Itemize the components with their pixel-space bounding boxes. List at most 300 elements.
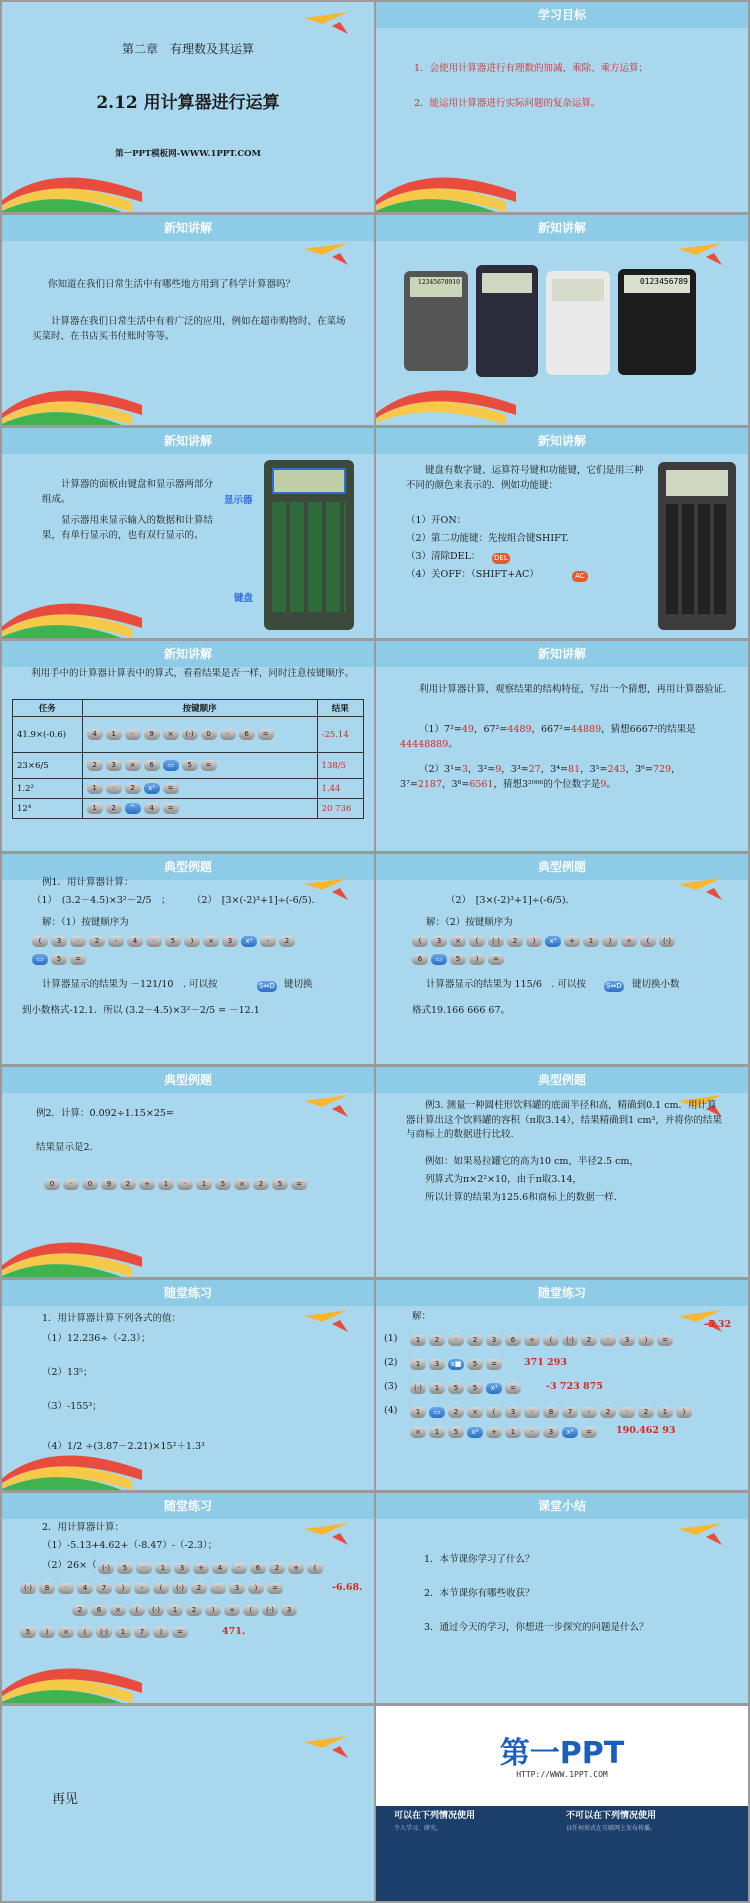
goodbye-text: 再见 xyxy=(52,1792,79,1807)
slide-header: 典型例题 xyxy=(376,854,748,880)
result-text-2: 键切换小数 xyxy=(632,979,680,990)
calculator-key-icon: ( xyxy=(77,1627,93,1638)
calculator-key-icon: 2 xyxy=(467,1335,483,1346)
slide-header: 随堂练习 xyxy=(2,1280,374,1306)
result-text: 结果显示是2. xyxy=(36,1142,93,1153)
result-text-3: 到小数格式-12.1．所以 (3.2－4.5)×3²－2/5 = －12.1 xyxy=(22,1005,260,1016)
key-sequence xyxy=(410,1383,521,1394)
calculator-key-icon: ) xyxy=(39,1627,55,1638)
question-2: （2） [3×(-2)³+1]÷(-6/5)． xyxy=(446,895,576,906)
calculator-key-icon: x² xyxy=(241,936,257,947)
calculator-key-icon: 1 xyxy=(196,1179,212,1190)
calculator-key-icon: 2 xyxy=(89,936,105,947)
slide-header: 随堂练习 xyxy=(2,1493,374,1519)
calculator-key-icon: ) xyxy=(184,936,200,947)
calculator-key-icon: (-) xyxy=(182,729,198,740)
calculator-key-icon: · xyxy=(146,936,162,947)
calculator-key-icon: · xyxy=(600,1335,616,1346)
toggle-format-key-icon: S⇔D xyxy=(606,982,622,990)
calculator-key-icon: 3 xyxy=(486,1335,502,1346)
calculator-key-icon: 2 xyxy=(120,1179,136,1190)
calculator-key-icon: 2 xyxy=(269,1563,285,1574)
calculator-key-icon: - xyxy=(260,936,276,947)
question-2: （2） [3×(-2)³+1]÷(-6/5)． xyxy=(192,895,322,906)
calculator-key-icon: + xyxy=(224,1605,240,1616)
paper-plane-icon xyxy=(302,10,350,36)
practice-question: 1．用计算器计算下列各式的值： xyxy=(42,1313,182,1324)
example-text: 例3. 测量一种圆柱形饮料罐的底面半径和高，精确到0.1 cm．用计算器计算出这个饮料罐的容积（π取3.14），结果精确到1 cm³，并将你的结果与商标上的数据进行比较. xyxy=(406,1100,722,1141)
calculator-key-icon: 3 xyxy=(543,1427,559,1438)
key-sequence xyxy=(410,1407,692,1418)
calculator-key-icon: × xyxy=(450,936,466,947)
practice-b: （2）26×（ xyxy=(42,1560,97,1571)
panel-text-2: 显示器用来显示输入的数据和计算结果，有单行显示的，也有双行显示的。 xyxy=(42,515,214,541)
can-use-heading: 可以在下列情况使用 xyxy=(394,1811,476,1821)
calculator-key-icon: (-) xyxy=(659,936,675,947)
answer-4: 190.462 93 xyxy=(616,1425,676,1436)
slide-4-calculators xyxy=(376,215,748,425)
col-result: 结果 xyxy=(317,700,363,717)
practice-d: （4）1/2 ÷(3.87－2.21)×15²＋1.3³ xyxy=(42,1441,205,1452)
slide-7-table xyxy=(2,641,374,851)
key-sequence xyxy=(410,1335,673,1346)
summary-q2: 2．本节课你有哪些收获？ xyxy=(424,1588,535,1599)
result-text-2: 键切换 xyxy=(284,979,313,990)
calculator-key-icon: 1 xyxy=(158,1179,174,1190)
calculator-key-icon: 3 xyxy=(429,1359,445,1370)
key-sequence xyxy=(32,954,86,965)
calculator-key-icon: ( xyxy=(543,1335,559,1346)
calculator-key-icon: + xyxy=(288,1563,304,1574)
slide-10-example1b xyxy=(376,854,748,1064)
slide-header: 新知讲解 xyxy=(2,428,374,454)
calculator-key-icon: = xyxy=(505,1383,521,1394)
calculator-key-icon: ÷ xyxy=(139,1179,155,1190)
result-text-3: 格式19.166 666 67。 xyxy=(412,1005,511,1016)
key-shift: （2）第二功能键：先按组合键SHIFT. xyxy=(406,533,569,544)
calculator-key-icon: 6 xyxy=(250,1563,266,1574)
site-credit: 第一PPT模板网-WWW.1PPT.COM xyxy=(115,149,261,159)
slide-5-panel xyxy=(2,428,374,638)
cannot-use-text: 以任何形式在互联网上发布传播。 xyxy=(566,1825,657,1832)
rainbow-swoosh-decoration xyxy=(376,132,516,212)
calculator-key-icon: × xyxy=(234,1179,250,1190)
calculator-key-icon: = xyxy=(201,760,217,771)
del-key-icon: DEL xyxy=(494,554,508,562)
calculator-key-icon: ( xyxy=(486,1407,502,1418)
calculator-key-icon: 7 xyxy=(134,1627,150,1638)
slide-header: 课堂小结 xyxy=(376,1493,748,1519)
calculator-key-icon: 2 xyxy=(507,936,523,947)
calculator-key-icon: (-) xyxy=(96,1627,112,1638)
calculator-key-icon: 6 xyxy=(144,760,160,771)
calculator-key-icon: (-) xyxy=(20,1583,36,1594)
example-line-3: 所以计算的结果为125.6和商标上的数据一样. xyxy=(425,1192,617,1203)
calculator-key-icon: = xyxy=(486,1359,502,1370)
goal-1: 1．会使用计算器进行有理数的加减、乘除、乘方运算； xyxy=(414,63,649,74)
calculator-key-icon: · xyxy=(524,1427,540,1438)
calculator-key-icon: ▭ xyxy=(163,760,179,771)
calculator-key-icon: 1 xyxy=(167,1605,183,1616)
usage-terms xyxy=(376,1806,748,1901)
example-title: 例1．用计算器计算： xyxy=(42,877,134,888)
col-keys: 按键顺序 xyxy=(82,700,317,717)
answer-3: -3 723 875 xyxy=(546,1381,603,1392)
calculator-key-icon: 6 xyxy=(91,1605,107,1616)
calculator-key-icon: 2 xyxy=(581,1335,597,1346)
key-sequence xyxy=(20,1627,188,1638)
slide-header: 新知讲解 xyxy=(376,428,748,454)
calculator-key-icon: (-) xyxy=(488,936,504,947)
calculator-key-icon: · xyxy=(106,783,122,794)
slide-header: 随堂练习 xyxy=(376,1280,748,1306)
calculator-key-icon: 1 xyxy=(429,1383,445,1394)
brand-banner xyxy=(376,1706,748,1806)
calculator-key-icon: ÷ xyxy=(524,1335,540,1346)
keyboard-label: 键盘 xyxy=(234,593,254,604)
calculator-key-icon: ) xyxy=(248,1583,264,1594)
slide-header: 典型例题 xyxy=(2,854,374,880)
calculator-key-icon: = xyxy=(657,1335,673,1346)
key-sequence xyxy=(410,1427,597,1438)
paper-plane-icon xyxy=(676,241,724,267)
practice-a: （1）-5.13+4.62+（-8.47）-（-2.3）； xyxy=(42,1540,218,1551)
calculator-key-icon: 2 xyxy=(186,1605,202,1616)
calculator-key-icon: × xyxy=(410,1427,426,1438)
practice-c: （3）-155³； xyxy=(42,1401,102,1412)
calculator-key-icon: 7 xyxy=(562,1407,578,1418)
calculator-image-4 xyxy=(618,269,696,375)
answer-2: 471. xyxy=(222,1626,246,1637)
calculator-key-icon: · xyxy=(448,1335,464,1346)
key-sequence xyxy=(412,954,504,965)
calculator-key-icon: 1 xyxy=(657,1407,673,1418)
calculator-key-icon: 4 xyxy=(144,803,160,814)
calculator-key-icon: 5 xyxy=(448,1383,464,1394)
calculator-key-icon: ( xyxy=(307,1563,323,1574)
intro-question: 你知道在我们日常生活中有哪些地方用到了科学计算器吗？ xyxy=(48,279,296,290)
answer-label: (2) xyxy=(384,1357,398,1368)
col-task: 任务 xyxy=(13,700,83,717)
slide-header: 学习目标 xyxy=(376,2,748,28)
table-intro: 利用手中的计算器计算表中的算式，看看结果是否一样，同时注意按键顺序。 xyxy=(31,668,355,679)
summary-q1: 1．本节课你学习了什么？ xyxy=(424,1554,535,1565)
calculator-key-icon: 5 xyxy=(467,1359,483,1370)
cannot-use-heading: 不可以在下列情况使用 xyxy=(566,1811,657,1821)
brand-url: HTTP://WWW.1PPT.COM xyxy=(516,1770,608,1779)
calculator-key-icon: ( xyxy=(129,1605,145,1616)
calculator-key-icon: · xyxy=(70,936,86,947)
slide-header: 典型例题 xyxy=(2,1067,374,1093)
calculator-key-icon: 2 xyxy=(72,1605,88,1616)
slide-18-brand xyxy=(376,1706,748,1901)
slide-1-title xyxy=(2,2,374,212)
pattern-2: （2）3¹=3，3²=9，3³=27，3⁴=81，3⁵=243，3⁶=729，3⁷=2187，3⁸=6561，猜想3²⁰⁰⁶的个位数字是9。 xyxy=(400,764,681,790)
calculator-key-icon: x² xyxy=(144,783,160,794)
calculator-key-icon: × xyxy=(110,1605,126,1616)
slide-2-goals xyxy=(376,2,748,212)
calculator-key-icon: 5 xyxy=(51,954,67,965)
calculator-key-icon: 2 xyxy=(106,803,122,814)
calculator-key-icon: · xyxy=(136,1563,152,1574)
calculator-key-icon: = xyxy=(581,1427,597,1438)
calculator-key-icon: ) xyxy=(676,1407,692,1418)
calculator-key-icon: = xyxy=(488,954,504,965)
calculator-key-icon: 3 xyxy=(619,1335,635,1346)
calculator-key-icon: (-) xyxy=(410,1383,426,1394)
table-row: 41.9×(-0.6) 4 1 · 9 × (-) 0 · 6 = -25.14 xyxy=(13,717,364,753)
calculator-key-icon: · xyxy=(524,1407,540,1418)
calculator-key-icon: 5 xyxy=(467,1383,483,1394)
calculator-key-icon: 5 xyxy=(448,1427,464,1438)
answer-label: (4) xyxy=(384,1405,398,1416)
slide-16-summary xyxy=(376,1493,748,1703)
calculator-key-icon: ) xyxy=(638,1335,654,1346)
calculator-key-icon: 3 xyxy=(222,936,238,947)
slide-header: 新知讲解 xyxy=(2,641,374,667)
calculator-key-icon: 5 xyxy=(20,1627,36,1638)
calculator-key-icon: ( xyxy=(32,936,48,947)
calculator-key-icon: ( xyxy=(640,936,656,947)
calculator-key-icon: 0 xyxy=(44,1179,60,1190)
toggle-format-key-icon: S⇔D xyxy=(259,982,275,990)
calculator-key-icon: ) xyxy=(115,1583,131,1594)
calculator-image-2 xyxy=(476,265,538,377)
calculator-image-3 xyxy=(546,271,610,375)
calculator-key-icon: 1 xyxy=(87,803,103,814)
calculator-key-icon: 2 xyxy=(87,760,103,771)
answer-1: -6.68. xyxy=(332,1582,363,1593)
pattern-intro: 利用计算器计算，观察结果的结构特征，写出一个猜想，再用计算器验证. xyxy=(419,684,727,695)
calculator-key-icon: = xyxy=(258,729,274,740)
calculator-key-icon: + xyxy=(564,936,580,947)
calculator-key-icon: 6 xyxy=(239,729,255,740)
ac-key-icon: AC xyxy=(572,571,588,582)
slide-13-practice xyxy=(2,1280,374,1490)
calculator-key-icon: 3 xyxy=(51,936,67,947)
calculator-key-icon: · xyxy=(177,1179,193,1190)
calculator-key-icon: + xyxy=(193,1563,209,1574)
calculator-key-icon: 1 xyxy=(410,1335,426,1346)
question-1: （1） (3.2－4.5)×3²－2/5 ； xyxy=(32,895,171,906)
calculator-key-icon: · xyxy=(210,1583,226,1594)
calculator-key-icon: = xyxy=(163,803,179,814)
slide-header: 新知讲解 xyxy=(376,641,748,667)
practice-a: （1）12.236÷（-2.3）； xyxy=(42,1333,151,1344)
paper-plane-icon xyxy=(302,1093,350,1119)
key-sequence xyxy=(44,1179,307,1190)
key-sequence xyxy=(87,803,313,814)
calculator-key-icon: 2 xyxy=(638,1407,654,1418)
calculator-key-icon: x■ xyxy=(448,1359,464,1370)
key-del: （3）清除DEL： xyxy=(406,551,481,562)
calculator-key-icon: (-) xyxy=(562,1335,578,1346)
practice-question: 2．用计算器计算： xyxy=(42,1522,125,1533)
slide-header: 新知讲解 xyxy=(2,215,374,241)
slide-11-example2 xyxy=(2,1067,374,1277)
keys-text: 键盘有数字键、运算符号键和功能键，它们是用三种不同的颜色来表示的．例如功能键： xyxy=(406,465,644,491)
paper-plane-icon xyxy=(302,1308,350,1334)
calculator-key-icon: 2 xyxy=(125,783,141,794)
calculator-image-1 xyxy=(404,271,468,371)
calculator-key-icon: 5 xyxy=(165,936,181,947)
calculator-key-icon: 4 xyxy=(87,729,103,740)
calculator-key-icon: (-) xyxy=(262,1605,278,1616)
calculator-key-icon: 2 xyxy=(600,1407,616,1418)
calculator-key-icon: 1 xyxy=(410,1407,426,1418)
calculator-key-icon: ^ xyxy=(125,803,141,814)
rainbow-swoosh-decoration xyxy=(2,558,142,638)
practice-b: （2）13⁵； xyxy=(42,1367,93,1378)
lesson-title: 2.12 用计算器进行运算 xyxy=(96,93,280,113)
calculator-key-icon: = xyxy=(70,954,86,965)
result-text: 计算器显示的结果为 115/6 . 可以按 xyxy=(426,979,586,990)
calculator-key-icon: × xyxy=(163,729,179,740)
summary-q3: 3．通过今天的学习，你想进一步探究的问题是什么？ xyxy=(424,1622,649,1633)
calculator-key-icon: (-) xyxy=(172,1583,188,1594)
calculator-key-icon: 0 xyxy=(82,1179,98,1190)
calculator-key-icon: 3 xyxy=(505,1407,521,1418)
calculator-key-icon: 2 xyxy=(253,1179,269,1190)
calculator-key-icon: ▭ xyxy=(429,1407,445,1418)
calculator-key-icon: = xyxy=(267,1583,283,1594)
calculator-key-icon: 3 xyxy=(431,936,447,947)
calculator-key-icon: ) xyxy=(602,936,618,947)
table-row: 23×6/5 2 3 × 6 ▭ 5 = 138/5 xyxy=(13,753,364,779)
calculator-key-icon: 6 xyxy=(412,954,428,965)
calculator-key-icon: 3 xyxy=(229,1583,245,1594)
key-sequence xyxy=(412,936,675,947)
calculator-key-icon: 1 xyxy=(429,1427,445,1438)
chapter-title: 第二章 有理数及其运算 xyxy=(121,42,254,56)
calculator-key-icon: x³ xyxy=(562,1427,578,1438)
table-row: 1.2² 1 · 2 x² = 1.44 xyxy=(13,779,364,799)
answer-label: (3) xyxy=(384,1381,398,1392)
calculator-key-icon: 2 xyxy=(279,936,295,947)
answer-label: (1) xyxy=(384,1333,398,1344)
calculator-key-icon: · xyxy=(63,1179,79,1190)
calculator-display: 12345678910 xyxy=(410,277,462,297)
calculator-key-icon: - xyxy=(581,1407,597,1418)
slide-14-answers xyxy=(376,1280,748,1490)
calculator-key-icon: 4 xyxy=(77,1583,93,1594)
intro-text: 计算器在我们日常生活中有着广泛的应用，例如在超市购物时、在菜场买菜时、在书店买书付账时等等。 xyxy=(32,316,346,342)
calculator-key-icon: · xyxy=(619,1407,635,1418)
calculator-key-icon: 4 xyxy=(212,1563,228,1574)
solution-label: 解：（2）按键顺序为 xyxy=(426,917,513,928)
calculator-key-icon: 1 xyxy=(87,783,103,794)
solution-label: 解：（1）按键顺序为 xyxy=(42,917,129,928)
can-use-text: 个人学习、研究。 xyxy=(394,1825,443,1832)
calculator-key-icon: · xyxy=(125,729,141,740)
slide-9-example1 xyxy=(2,854,374,1064)
calculator-key-icon: 1 xyxy=(115,1627,131,1638)
calculator-key-icon: 1 xyxy=(155,1563,171,1574)
slide-17-goodbye xyxy=(2,1706,374,1901)
slide-header: 新知讲解 xyxy=(376,215,748,241)
key-sequence xyxy=(98,1563,323,1574)
table-row: 12⁴ 1 2 ^ 4 = 20 736 xyxy=(13,799,364,819)
key-sequence xyxy=(87,729,313,740)
slide-6-keys xyxy=(376,428,748,638)
calculator-key-icon: 7 xyxy=(96,1583,112,1594)
calculator-key-icon: 2 xyxy=(429,1335,445,1346)
calculator-key-icon: - xyxy=(108,936,124,947)
solution-label: 解： xyxy=(412,1311,432,1322)
calculator-key-icon: ▭ xyxy=(431,954,447,965)
calculator-key-icon: ( xyxy=(469,936,485,947)
key-sequence xyxy=(87,783,313,794)
calculator-key-icon: ) xyxy=(526,936,542,947)
pattern-1: （1）7²=49，67²=4489，667²=44889，猜想6667²的结果是44448889。 xyxy=(400,724,696,750)
rainbow-swoosh-decoration xyxy=(2,345,142,425)
key-sequence xyxy=(20,1583,283,1594)
rainbow-swoosh-decoration xyxy=(2,132,142,212)
key-on: （1）开ON： xyxy=(406,515,467,526)
calculator-key-icon: = xyxy=(163,783,179,794)
calculator-key-icon: ) xyxy=(153,1627,169,1638)
slide-header: 典型例题 xyxy=(376,1067,748,1093)
calculator-key-icon: 3 xyxy=(106,760,122,771)
calculator-key-icon: 1 xyxy=(410,1359,426,1370)
calculator-key-icon: 1 xyxy=(505,1427,521,1438)
paper-plane-icon xyxy=(302,1734,350,1760)
slide-3-intro xyxy=(2,215,374,425)
calculator-key-icon: - xyxy=(134,1583,150,1594)
calculator-key-icon: = xyxy=(172,1627,188,1638)
display-label: 显示器 xyxy=(224,495,253,506)
calculator-key-icon: ÷ xyxy=(621,936,637,947)
calculator-key-icon: 5 xyxy=(117,1563,133,1574)
calculator-key-icon: 8 xyxy=(39,1583,55,1594)
example-line-2: 列算式为π×2²×10，由于π取3.14， xyxy=(425,1174,583,1185)
answer-1: -5.32 xyxy=(704,1319,732,1330)
calculator-key-icon: + xyxy=(486,1427,502,1438)
calculator-key-icon: (-) xyxy=(148,1605,164,1616)
paper-plane-icon xyxy=(302,241,350,267)
result-text: 计算器显示的结果为 －121/10 . 可以按 xyxy=(42,979,218,990)
calculator-key-icon: × xyxy=(125,760,141,771)
paper-plane-icon xyxy=(676,876,724,902)
calculator-key-icon: ( xyxy=(153,1583,169,1594)
calculator-key-icon: 3 xyxy=(174,1563,190,1574)
calculator-key-icon: x² xyxy=(467,1427,483,1438)
calculator-key-icon: 2 xyxy=(191,1583,207,1594)
example-line-1: 例如：如果易拉罐它的高为10 cm，半径2.5 cm， xyxy=(425,1156,639,1167)
brand-logo: 第一PPT xyxy=(499,1736,625,1771)
calculator-key-icon: x³ xyxy=(545,936,561,947)
calculator-key-icon: 5 xyxy=(272,1179,288,1190)
key-sequence xyxy=(87,760,313,771)
calculator-image xyxy=(658,462,736,630)
calculator-key-icon: = xyxy=(291,1179,307,1190)
paper-plane-icon xyxy=(302,1521,350,1547)
calculator-key-icon: · xyxy=(220,729,236,740)
calculator-key-icon: ( xyxy=(243,1605,259,1616)
calculator-key-icon: 9 xyxy=(144,729,160,740)
key-sequence xyxy=(72,1605,297,1616)
panel-text-1: 计算器的面板由键盘和显示器两部分组成。 xyxy=(42,479,214,505)
calculator-key-icon: 1 xyxy=(106,729,122,740)
calculator-key-icon: × xyxy=(467,1407,483,1418)
calculator-key-icon: 8 xyxy=(543,1407,559,1418)
calculator-key-icon: ( xyxy=(412,936,428,947)
calculator-key-icon: 5 xyxy=(215,1179,231,1190)
calculator-key-icon: ) xyxy=(469,954,485,965)
calculator-key-icon: ▭ xyxy=(32,954,48,965)
key-sequence xyxy=(32,936,295,947)
goal-2: 2．能运用计算器进行实际问题的复杂运算。 xyxy=(414,98,601,109)
